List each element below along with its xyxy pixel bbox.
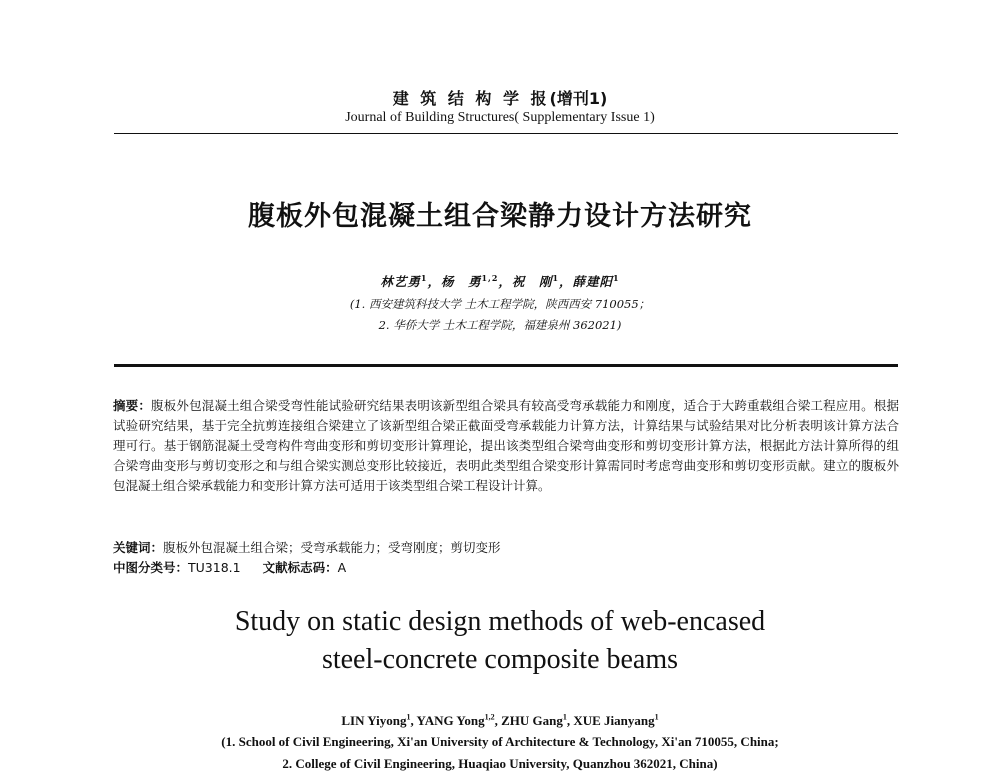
abstract-label: 摘要： bbox=[113, 398, 152, 413]
doc-code-label: 文献标志码： bbox=[262, 560, 338, 575]
journal-title-en: Journal of Building Structures( Supplementary Issue 1) bbox=[345, 110, 655, 125]
classification bbox=[113, 558, 899, 576]
author-cn: 祝 刚$^1$， bbox=[511, 272, 573, 289]
journal-title-cn bbox=[0, 86, 1000, 109]
clc-label: 中图分类号： bbox=[113, 560, 189, 575]
author-en: YANG Yong$^{1,2}$, bbox=[416, 713, 502, 729]
authors-cn bbox=[0, 272, 1000, 290]
title-divider bbox=[114, 364, 898, 367]
paper-title-en-line2: steel-concrete composite beams bbox=[321, 644, 679, 675]
header-divider bbox=[114, 133, 898, 134]
affiliation-cn-1: (1. 西安建筑科技大学 土木工程学院，陕西西安 710055； bbox=[349, 297, 651, 311]
clc-value: TU318.1 bbox=[188, 560, 241, 575]
affiliation-cn-2: 2. 华侨大学 土木工程学院，福建泉州 362021) bbox=[378, 318, 622, 332]
author-en: ZHU Gang$^1$, bbox=[501, 713, 574, 729]
paper-title-en-line1: Study on static design methods of web-encased bbox=[234, 606, 766, 637]
abstract-text: 腹板外包混凝土组合梁受弯性能试验研究结果表明该新型组合梁具有较高受弯承载能力和刚度，适合于大跨重载组合梁工程应用。根据试验研究结果，基于完全抗剪连接组合梁建立了该新型组合梁正截面受弯承载能力计算方法，计算结果与试验结果对比分析表明该计算方法合理可行。基于钢筋混凝土受弯构件弯曲变形和剪切变形计算理论，提出该类型组合梁弯曲变形和剪切变形计算方法，根据此方法计算所得的组合梁弯曲变形与剪切变形之和与组合梁实测总变形比较接近，表明此类型组合梁变形计算需同时考虑弯曲变形和剪切变形贡献。建立的腹板外包混凝土组合梁承载能力和变形计算方法可适用于该类型组合梁工程设计计算。 bbox=[113, 398, 899, 493]
author-en: LIN Yiyong$^1$, bbox=[341, 713, 417, 729]
author-cn: 薛建阳$^1$ bbox=[572, 272, 620, 289]
keywords-text: 腹板外包混凝土组合梁；受弯承载能力；受弯刚度；剪切变形 bbox=[163, 540, 501, 555]
author-cn: 林艺勇$^1$， bbox=[380, 272, 441, 289]
keywords-label: 关键词： bbox=[113, 540, 164, 555]
abstract bbox=[113, 396, 899, 496]
journal-issue-note: (增刊1) bbox=[549, 89, 608, 108]
authors-en bbox=[0, 713, 1000, 729]
journal-name-cn: 建 筑 结 构 学 报 bbox=[392, 89, 550, 108]
author-en: XUE Jianyang$^1$ bbox=[573, 713, 659, 729]
paper-title-cn: 腹板外包混凝土组合梁静力设计方法研究 bbox=[248, 201, 752, 232]
affiliation-en-2: 2. College of Civil Engineering, Huaqiao University, Quanzhou 362021, China) bbox=[282, 756, 718, 771]
doc-code-value: A bbox=[337, 560, 347, 575]
paper-title-en bbox=[0, 603, 1000, 679]
author-cn: 杨 勇$^{1,2}$， bbox=[440, 272, 512, 289]
keywords bbox=[113, 538, 899, 556]
affiliation-en-1: (1. School of Civil Engineering, Xi'an University of Architecture & Technology, Xi'an 710055, China; bbox=[221, 734, 779, 749]
